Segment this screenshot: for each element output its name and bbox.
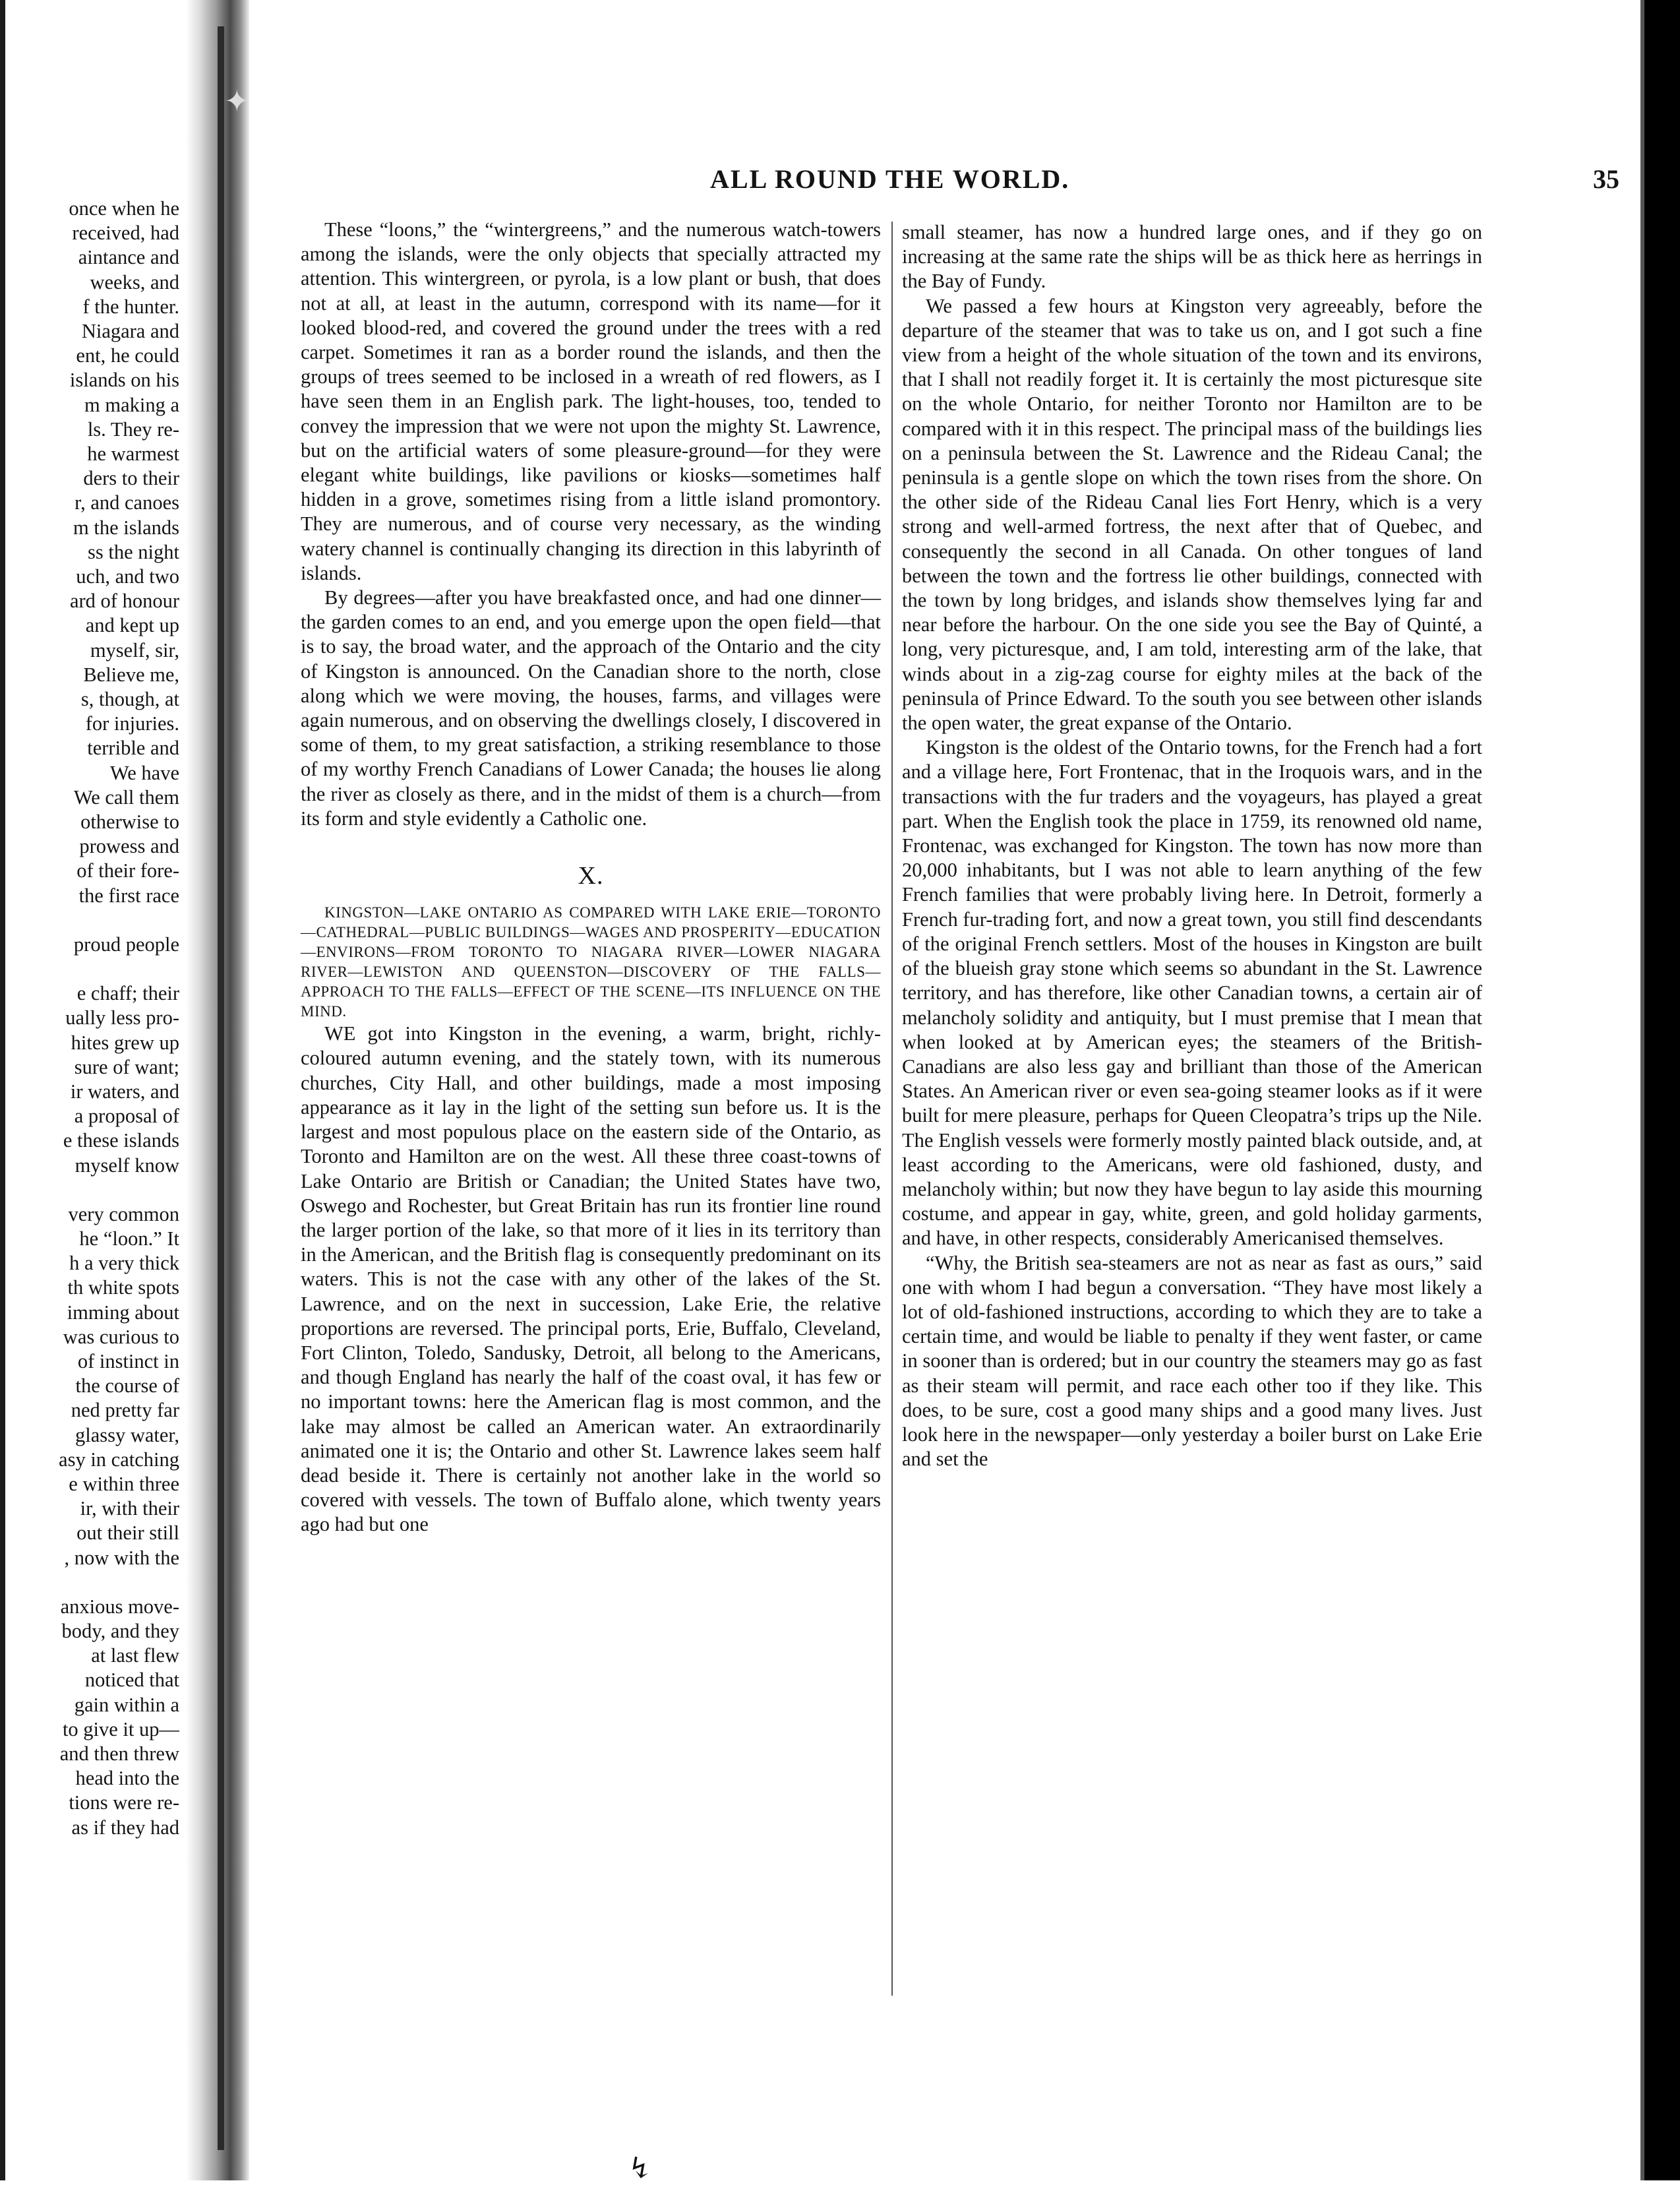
previous-page-line: noticed that — [84, 1669, 179, 1692]
paragraph: small steamer, has now a hundred large ones, and if they go on increasing at the same rate the ships will be as thick here as herrings in the Bay of Fundy. — [902, 221, 1482, 293]
previous-page-line: of their fore- — [76, 859, 179, 882]
previous-page-line: the first race — [78, 884, 179, 907]
previous-page-line: head into the — [75, 1767, 179, 1790]
previous-page-line: anxious move- — [60, 1595, 179, 1618]
scan-artifact-bottom: ↯ — [628, 2152, 652, 2184]
previous-page-line: ned pretty far — [71, 1399, 179, 1422]
previous-page-fragment — [7, 197, 179, 2043]
previous-page-line: glassy water, — [75, 1423, 179, 1446]
scan-right-edge — [1640, 0, 1680, 2180]
previous-page-line — [7, 957, 179, 981]
chapter-opening-paragraph — [301, 1022, 881, 1537]
previous-page-line: aintance and — [78, 246, 179, 269]
previous-page-line: Believe me, — [83, 663, 179, 686]
previous-page-line — [7, 908, 179, 933]
previous-page-line: uch, and two — [76, 565, 179, 588]
previous-page-line: ir waters, and — [70, 1080, 179, 1103]
previous-page-line: s, though, at — [80, 688, 179, 711]
previous-page-line: ually less pro- — [65, 1006, 179, 1030]
previous-page-line: We have — [109, 761, 179, 784]
previous-page-line: prowess and — [79, 835, 179, 858]
left-column — [301, 218, 881, 1537]
running-title: ALL ROUND THE WORLD. — [710, 164, 1070, 194]
previous-page-line: body, and they — [61, 1619, 179, 1642]
previous-page-line: myself, sir, — [90, 638, 179, 662]
previous-page-line: e within three — [69, 1472, 179, 1495]
previous-page-line: islands on his — [69, 369, 179, 392]
previous-page-line: e chaff; their — [76, 982, 179, 1005]
previous-page-line — [7, 1178, 179, 1202]
paragraph: Kingston is the oldest of the Ontario towns, for the French had a fort and a village here, Fort Frontenac, that in the Iroquois wars, and in the transactions with the fur traders and the voyageurs, has played a great part. When the English took the place in 1759, its renowned old name, Frontenac, was exchanged for Kingston. The town has now more than 20,000 inhabitants, but I was not able to learn anything of the few French families that were probably living here. In Detroit, formerly a French fur-trading fort, and now a great town, you still find descendants of the original French settlers. Most of the houses in Kingston are built of the blueish gray stone which seems so abundant in the St. Lawrence territory, and has therefore, like other Canadian towns, a certain air of melancholy solidity and antiquity, but I must premise that I mean that when looked at by American eyes; the steamers of the British-Canadians are also less gay and brilliant than those of the American States. An American river or even sea-going steamer looks as if it were built for mere pleasure, perhaps for Queen Cleopatra’s trips up the Nile. The English vessels were formerly mostly painted black outside, and, at least according to the Americans, were old fashioned, dusty, and melancholy within; but now they have begun to lay aside this mourning costume, and appear in gay, white, green, and gold holiday garments, and have, in other respects, considerably Americanised themselves. — [902, 736, 1482, 1250]
scan-artifact-mark: ✦ — [224, 84, 250, 118]
paragraph: By degrees—after you have breakfasted once, and had one dinner—the garden comes to an end, and you emerge upon the open field—that is to say, the broad water, and the approach of the Ontario and the city of Kingston is announced. On the Canadian shore to the north, close along which we were moving, the houses, farms, and villages were again numerous, and on observing the dwellings closely, I discovered in some of them, to my great satisfaction, a striking resemblance to those of my worthy French Canadians of Lower Canada; the houses lie along the river as closely as there, and in the midst of them is a church—from its form and style evidently a Catholic one. — [301, 586, 881, 830]
previous-page-line: out their still — [76, 1522, 179, 1545]
previous-page-line: and then threw — [59, 1742, 179, 1765]
gutter-fold-shadow — [218, 26, 224, 2150]
previous-page-line: imming about — [67, 1301, 179, 1324]
previous-page-line: tions were re- — [69, 1791, 179, 1814]
previous-page-line: f the hunter. — [82, 295, 179, 318]
previous-page-line: he “loon.” It — [79, 1227, 179, 1250]
previous-page-line: a proposal of — [74, 1105, 179, 1128]
previous-page-line — [7, 1570, 179, 1595]
previous-page-line: m the islands — [73, 516, 179, 539]
previous-page-line: terrible and — [87, 737, 179, 760]
previous-page-line: ir, with their — [80, 1497, 179, 1520]
previous-page-line: once when he — [69, 197, 179, 220]
previous-page-line: of instinct in — [77, 1349, 179, 1372]
previous-page-line: asy in catching — [59, 1448, 179, 1471]
previous-page-line: ls. They re- — [87, 417, 179, 441]
previous-page-line: ard of honour — [69, 590, 179, 613]
previous-page-line: ent, he could — [76, 344, 179, 367]
previous-page-line: e these islands — [63, 1129, 179, 1152]
chapter-opening-word: WE — [324, 1022, 356, 1045]
previous-page-line: sure of want; — [74, 1055, 179, 1078]
paragraph: We passed a few hours at Kingston very agreeably, before the departure of the steamer that was to take us on, and I got such a fine view from a height of the whole situation of the town and its environs, that I shall not readily forget it. It is certainly the most picturesque site on the whole Ontario, for neither Toronto nor Hamilton are to be compared with it in this respect. The principal mass of the buildings lies on a peninsula between the St. Lawrence and the Rideau Canal; the peninsula is a gentle slope on which the town rises from the shore. On the other side of the Rideau Canal lies Fort Henry, which is a very strong and well-armed fortress, the next after that of Quebec, and consequently the second in all Canada. On other tongues of land between the town and the fortress lie other buildings, connected with the town by long bridges, and islands show themselves lying far and near before the harbour. On the one side you see the Bay of Quinté, a long, very picturesque, and, I am told, interesting arm of the lake, that winds about in a zig-zag course for eighty miles at the back of the peninsula of Prince Edward. To the south you see between other islands the open water, the great expanse of the Ontario. — [902, 294, 1482, 735]
previous-page-line: Niagara and — [81, 320, 179, 343]
previous-page-line: ders to their — [83, 467, 179, 490]
previous-page-line: m making a — [84, 393, 179, 416]
chapter-summary: KINGSTON—LAKE ONTARIO AS COMPARED WITH LAKE ERIE—TORONTO—CATHEDRAL—PUBLIC BUILDINGS—WAGES AND PROSPERITY—EDUCATION—ENVIRONS—FROM TORONTO TO NIAGARA RIVER—LOWER NIAGARA RIVER—LEWISTON AND QUEENSTON—DISCOVERY OF THE FALLS—APPROACH TO THE FALLS—EFFECT OF THE SCENE—ITS INFLUENCE ON THE MIND. — [301, 904, 881, 1020]
previous-page-line: ss the night — [88, 540, 179, 563]
previous-page-line: , now with the — [64, 1546, 179, 1569]
previous-page-line: h a very thick — [69, 1252, 179, 1275]
previous-page-line: received, had — [72, 222, 179, 245]
previous-page-line: gain within a — [74, 1693, 179, 1716]
paragraph: “Why, the British sea-steamers are not as near as fast as ours,” said one with whom I had begun a conversation. “They have most likely a lot of old-fashioned instructions, according to which they are to take a certain time, and would be liable to penalty if they went faster, or came in sooner than is ordered; but in our country the steamers may go as fast as their steam will permit, and race each other too if they like. This does, to be sure, cost a good many ships and a good many lives. Just look here in the newspaper—only yesterday a boiler burst on Lake Erie and set the — [902, 1251, 1482, 1471]
previous-page-line: was curious to — [63, 1325, 179, 1348]
previous-page-line: he warmest — [87, 443, 179, 466]
previous-page-line: hites grew up — [71, 1031, 179, 1054]
previous-page-line: otherwise to — [80, 811, 179, 834]
previous-page-line: proud people — [73, 933, 179, 956]
previous-page-line: as if they had — [71, 1816, 179, 1839]
previous-page-line: the course of — [75, 1374, 179, 1398]
previous-page-line: at last flew — [91, 1644, 179, 1667]
scan-left-edge — [0, 0, 5, 2180]
chapter-text: got into Kingston in the evening, a warm, bright, richly-coloured autumn evening, and the stately town, with its numerous churches, City Hall, and other buildings, made a most imposing appearance as it lay in the light of the setting sun before us. It is the largest and most populous place on the eastern side of the Ontario, as Toronto and Hamilton are on the west. All these three coast-towns of Lake Ontario are British or Canadian; the United States have two, Oswego and Rochester, but Great Britain has run its frontier line round the larger portion of the lake, so that more of it lies in its territory than in the American, and the British flag is consequently predominant on its waters. This is not the case with any other of the lakes of the St. Lawrence, and on the next in succession, Lake Erie, the relative proportions are reversed. The principal ports, Erie, Buffalo, Cleveland, Fort Clinton, Toledo, Sandusky, Detroit, all belong to the Americans, and though England has nearly the half of the coast oval, it has few or no important towns: here the American flag is most common, and the lake may almost be called an American water. An extraordinarily animated one it is; the Ontario and other St. Lawrence lakes seem half dead beside it. There is certainly not another lake in the world so covered with vessels. The town of Buffalo alone, which twenty years ago had but one — [301, 1022, 881, 1536]
previous-page-line: r, and canoes — [75, 491, 179, 514]
chapter-number: X. — [578, 862, 604, 890]
previous-page-line: to give it up— — [62, 1717, 179, 1740]
right-column — [902, 220, 1482, 1471]
paragraph: These “loons,” the “wintergreens,” and the numerous watch-towers among the islands, were the only objects that specially attracted my attention. This wintergreen, or pyrola, is a low plant or bush, that does not at all, at least in the autumn, correspond with its name—for it looked blood-red, and covered the ground under the trees with a red carpet. Sometimes it ran as a border round the islands, and then the groups of trees seemed to be inclosed in a wreath of red flowers, as I have seen them in an English park. The light-houses, too, tended to convey the impression that we were not upon the mighty St. Lawrence, but on the artificial waters of some pleasure-ground—for they were elegant white buildings, like pavilions or kiosks—sometimes half hidden in a grove, sometimes rising from a little island promontory. They are numerous, and of course very necessary, as the winding watery channel is continually changing its direction in this labyrinth of islands. — [301, 218, 881, 584]
previous-page-line: myself know — [75, 1154, 179, 1177]
previous-page-line: We call them — [73, 785, 179, 809]
previous-page-line: weeks, and — [90, 270, 179, 293]
page-number: 35 — [1593, 164, 1619, 194]
previous-page-line: very common — [68, 1202, 179, 1225]
previous-page-line: for injuries. — [85, 712, 179, 735]
previous-page-line: th white spots — [67, 1276, 179, 1299]
previous-page-line: and kept up — [85, 614, 179, 637]
column-rule — [891, 222, 893, 1996]
